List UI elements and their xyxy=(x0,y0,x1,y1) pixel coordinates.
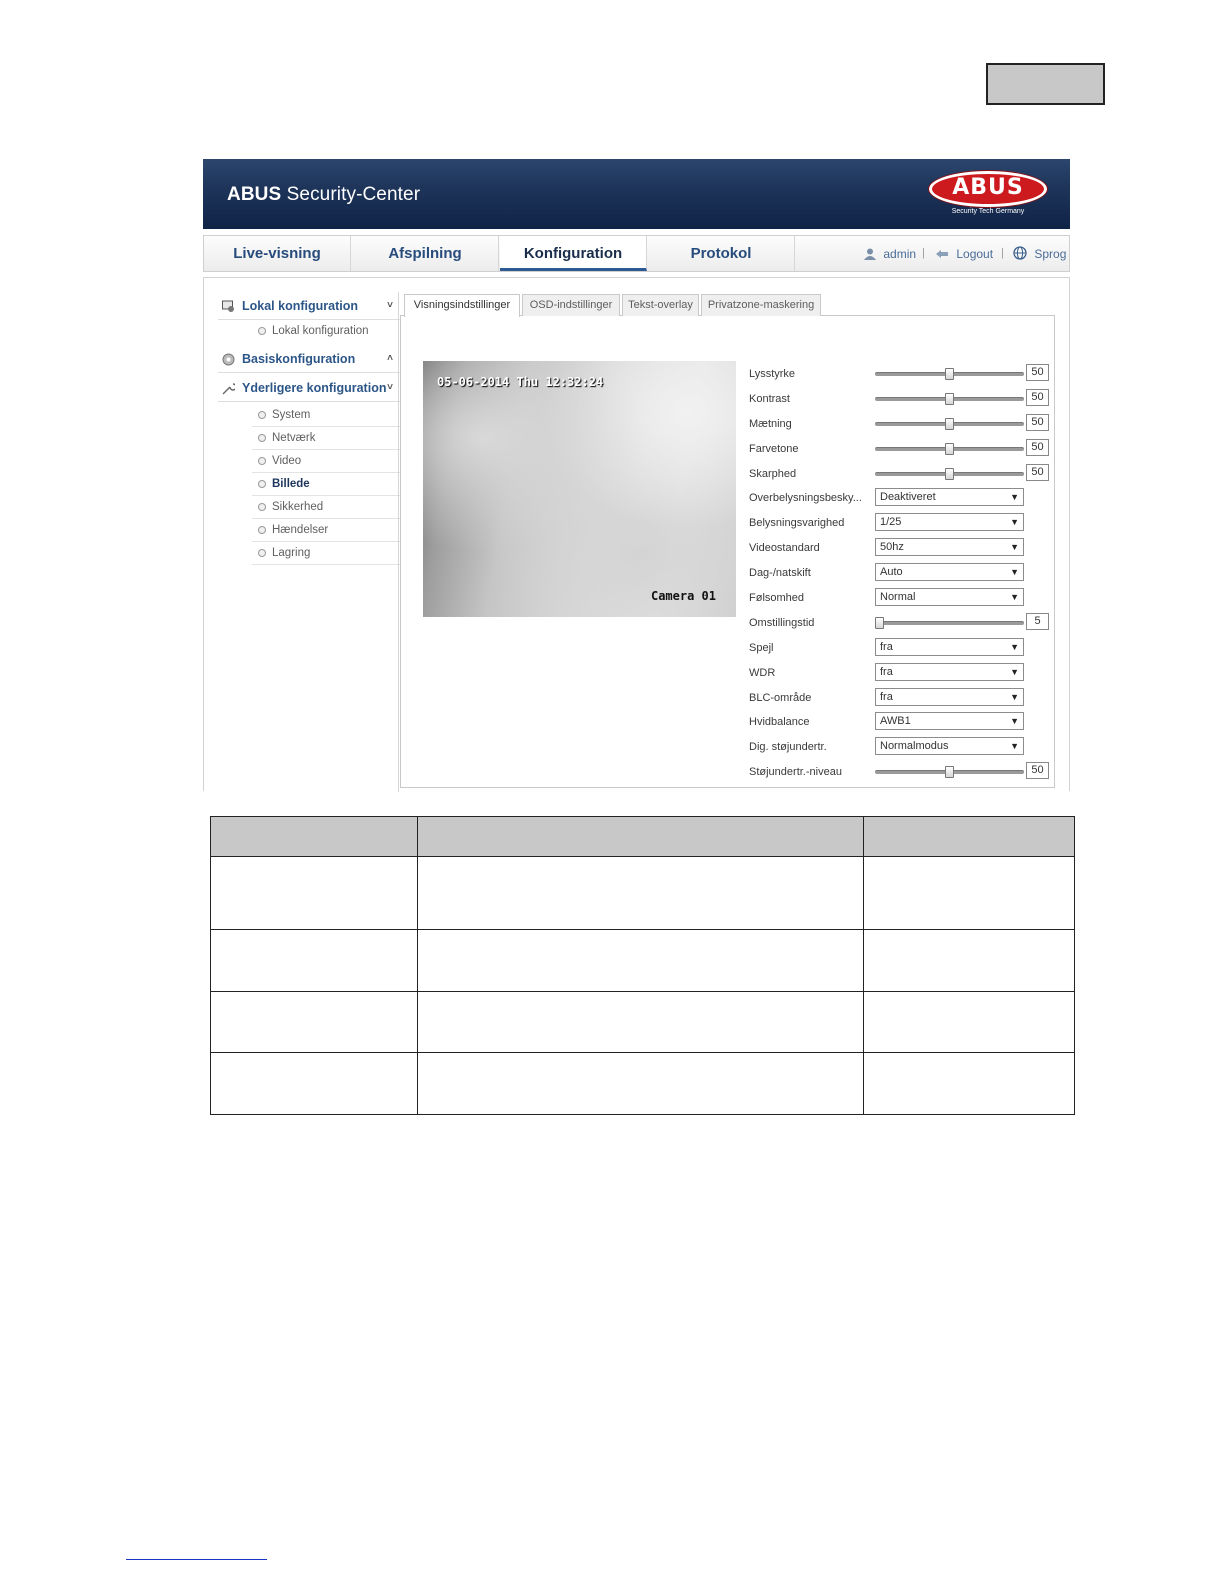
slider-thumb[interactable] xyxy=(875,617,884,629)
param-row xyxy=(745,736,1055,761)
osd-timestamp: 05-06-2014 Thu 12:32:24 xyxy=(437,375,604,389)
slider-thumb[interactable] xyxy=(945,368,954,380)
osd-camera-name: Camera 01 xyxy=(650,589,716,603)
param-slider[interactable] xyxy=(875,397,1024,401)
sidebar xyxy=(218,292,401,565)
app-title: ABUS Security-Center xyxy=(227,184,421,205)
live-video-preview xyxy=(423,361,736,617)
param-value-input[interactable]: 50 xyxy=(1026,439,1049,456)
dropdown-arrow-icon: ▼ xyxy=(1010,716,1019,727)
param-row xyxy=(745,388,1055,413)
slider-thumb[interactable] xyxy=(945,393,954,405)
sidebar-item-security[interactable]: Sikkerhed xyxy=(252,496,401,519)
param-row xyxy=(745,687,1055,712)
sidebar-item-storage[interactable]: Lagring xyxy=(252,542,401,565)
dropdown-value: fra xyxy=(880,690,893,703)
chevron-up-icon: ˄ xyxy=(387,353,393,364)
param-slider[interactable] xyxy=(875,472,1024,476)
param-value-input[interactable]: 50 xyxy=(1026,389,1049,406)
dropdown-arrow-icon: ▼ xyxy=(1010,691,1019,702)
tab-text-overlay[interactable]: Tekst-overlay xyxy=(622,294,699,316)
monitor-gear-icon xyxy=(222,300,235,313)
page-tag-box xyxy=(986,63,1105,105)
tab-osd-settings[interactable]: OSD-indstillinger xyxy=(522,294,620,316)
dropdown-arrow-icon: ▼ xyxy=(1010,492,1019,503)
param-row xyxy=(745,637,1055,662)
param-label: BLC-område xyxy=(749,691,812,704)
dropdown-arrow-icon: ▼ xyxy=(1010,592,1019,603)
sidebar-item-system[interactable]: System xyxy=(252,404,401,427)
wrench-icon xyxy=(222,382,235,395)
param-dropdown[interactable] xyxy=(875,538,1024,556)
param-label: Hvidbalance xyxy=(749,716,810,729)
sidebar-section-local[interactable]: Lokal konfiguration ˅ xyxy=(218,292,401,320)
param-value-input[interactable]: 50 xyxy=(1026,464,1049,481)
chevron-down-icon: ˅ xyxy=(387,300,393,311)
param-slider[interactable] xyxy=(875,770,1024,774)
dropdown-arrow-icon: ▼ xyxy=(1010,567,1019,578)
param-label: Belysningsvarighed xyxy=(749,517,845,530)
dropdown-arrow-icon: ▼ xyxy=(1010,542,1019,553)
dropdown-value: fra xyxy=(880,665,893,678)
param-value-input[interactable]: 5 xyxy=(1026,613,1049,630)
param-slider[interactable] xyxy=(875,422,1024,426)
param-label: Lysstyrke xyxy=(749,368,796,380)
parameter-list xyxy=(745,363,1055,786)
user-icon xyxy=(864,248,876,260)
dropdown-value: Normalmodus xyxy=(880,740,949,753)
user-menu[interactable]: admin xyxy=(864,236,916,271)
image-settings-panel xyxy=(400,294,1055,788)
footer-link-underline xyxy=(126,1559,267,1560)
param-value-input[interactable]: 50 xyxy=(1026,762,1049,779)
config-content xyxy=(203,277,1070,791)
param-dropdown[interactable] xyxy=(875,712,1024,730)
param-dropdown[interactable] xyxy=(875,588,1024,606)
tab-display-settings[interactable]: Visningsindstillinger xyxy=(404,294,520,317)
param-dropdown[interactable] xyxy=(875,638,1024,656)
dropdown-value: AWB1 xyxy=(880,715,911,728)
param-label: Omstillingstid xyxy=(749,616,815,629)
table-row xyxy=(211,1053,1075,1115)
param-slider[interactable] xyxy=(875,372,1024,376)
sidebar-item-local-config[interactable]: Lokal konfiguration xyxy=(252,320,401,343)
tab-log[interactable]: Protokol xyxy=(648,236,795,271)
settings-box xyxy=(400,316,1055,788)
param-row xyxy=(745,761,1055,786)
globe-icon xyxy=(1013,246,1027,260)
chevron-down-icon: ˅ xyxy=(387,382,393,393)
param-label: Dig. støjundertr. xyxy=(749,741,827,754)
slider-thumb[interactable] xyxy=(945,443,954,455)
tab-configuration[interactable]: Konfiguration xyxy=(500,236,647,271)
param-value-input[interactable]: 50 xyxy=(1026,414,1049,431)
param-label: Skarphed xyxy=(749,467,797,480)
dropdown-arrow-icon: ▼ xyxy=(1010,741,1019,752)
dropdown-value: 50hz xyxy=(880,541,904,554)
table-header-row xyxy=(211,817,1075,857)
table-row xyxy=(211,930,1075,992)
param-row xyxy=(745,537,1055,562)
param-slider[interactable] xyxy=(875,447,1024,451)
dropdown-arrow-icon: ▼ xyxy=(1010,641,1019,652)
logout-icon xyxy=(934,248,950,260)
param-row xyxy=(745,612,1055,637)
dropdown-value: 1/25 xyxy=(880,516,902,529)
dropdown-arrow-icon: ▼ xyxy=(1010,517,1019,528)
param-value-input[interactable]: 50 xyxy=(1026,364,1049,381)
abus-logo: ABUS Security Tech Germany xyxy=(927,171,1049,217)
description-table xyxy=(210,816,1075,1115)
param-label: Følsomhed xyxy=(749,592,805,605)
sidebar-item-network[interactable]: Netværk xyxy=(252,427,401,450)
dropdown-value: Deaktiveret xyxy=(880,491,936,504)
main-nav: Live-visning Afspilning Konfiguration Protokol admin | Logout | Sprog xyxy=(203,235,1070,272)
param-dropdown[interactable] xyxy=(875,663,1024,681)
param-dropdown[interactable] xyxy=(875,688,1024,706)
dropdown-value: Auto xyxy=(880,566,903,579)
subtab-bar xyxy=(400,294,1055,316)
slider-thumb[interactable] xyxy=(945,766,954,778)
param-row xyxy=(745,487,1055,512)
logout-button[interactable]: Logout xyxy=(934,236,993,271)
param-row xyxy=(745,413,1055,438)
dropdown-arrow-icon: ▼ xyxy=(1010,666,1019,677)
param-row xyxy=(745,662,1055,687)
param-label: WDR xyxy=(749,666,776,679)
dropdown-value: fra xyxy=(880,640,893,653)
param-label: Mætning xyxy=(749,417,792,430)
table-row xyxy=(211,992,1075,1053)
param-row xyxy=(745,512,1055,537)
sidebar-item-image[interactable]: Billede xyxy=(252,473,401,496)
param-dropdown[interactable] xyxy=(875,513,1024,531)
param-row xyxy=(745,363,1055,388)
app-banner xyxy=(203,159,1070,229)
slider-thumb[interactable] xyxy=(945,468,954,480)
tab-playback[interactable]: Afspilning xyxy=(352,236,499,271)
param-row xyxy=(745,587,1055,612)
slider-thumb[interactable] xyxy=(945,418,954,430)
param-row xyxy=(745,463,1055,488)
param-label: Overbelysningsbesky... xyxy=(749,492,862,505)
sidebar-section-basic[interactable]: Basiskonfiguration ˄ xyxy=(218,345,401,373)
gear-icon xyxy=(222,353,235,366)
param-row xyxy=(745,711,1055,736)
param-label: Støjundertr.-niveau xyxy=(749,766,842,779)
table-row xyxy=(211,857,1075,930)
tab-privacy-mask[interactable]: Privatzone-maskering xyxy=(701,294,821,316)
param-label: Videostandard xyxy=(749,542,820,555)
language-button[interactable]: Sprog xyxy=(1013,236,1066,271)
sidebar-item-video[interactable]: Video xyxy=(252,450,401,473)
security-center-app xyxy=(203,159,1071,791)
param-label: Spejl xyxy=(749,641,774,654)
param-row xyxy=(745,438,1055,463)
tab-live-view[interactable]: Live-visning xyxy=(204,236,351,271)
param-row xyxy=(745,562,1055,587)
param-dropdown[interactable] xyxy=(875,488,1024,506)
param-label: Farvetone xyxy=(749,442,799,455)
param-slider[interactable] xyxy=(875,621,1024,625)
param-dropdown[interactable] xyxy=(875,737,1024,755)
param-label: Dag-/natskift xyxy=(749,567,811,580)
sidebar-section-advanced[interactable]: Yderligere konfiguration ˅ xyxy=(218,374,401,402)
param-dropdown[interactable] xyxy=(875,563,1024,581)
dropdown-value: Normal xyxy=(880,591,916,604)
param-label: Kontrast xyxy=(749,392,790,405)
sidebar-item-events[interactable]: Hændelser xyxy=(252,519,401,542)
